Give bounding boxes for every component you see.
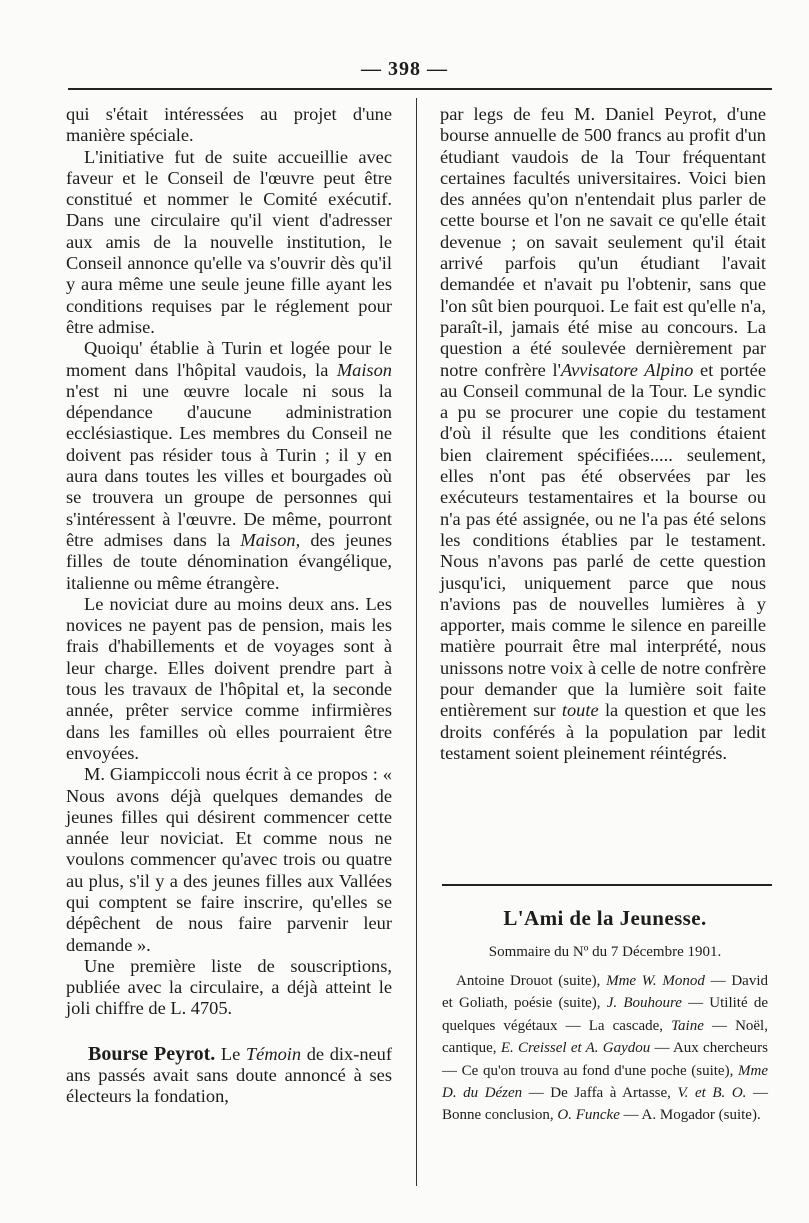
italic-term: Avvisatore Alpino [560, 359, 694, 380]
author: E. Creissel et A. Gaydou [500, 1040, 651, 1057]
italic-term: Témoin [245, 1043, 302, 1064]
text-run: — Aux chercheurs — Ce qu'on trouva au fond d'une poche (suite), [442, 1040, 769, 1079]
paragraph: Une première liste de souscriptions, publiée avec la circulaire, a déjà atteint le joli chiffre de L. 4705. [66, 955, 392, 1019]
text-run: — Noël, cantique, [442, 1017, 768, 1057]
column-divider [416, 98, 417, 1186]
ami-title: L'Ami de la Jeunesse. [503, 906, 707, 930]
author: J. Bouhoure [606, 995, 682, 1012]
text-run: la question et que les droits conférés à la population par ledit testament soient pleinement réintégrés. [440, 700, 766, 763]
text-run: n'est ni une œuvre locale ni sous la dépendance d'aucune administration ecclésiastique. Les membres du Conseil ne doivent pas résider tous à Turin ; il y en aura dans toutes les villes et bourgades où se trouvera un groupe de personnes qui s'intéressent à l'œuvre. De même, pourront être admises dans la [66, 380, 392, 550]
text-run: — A. Mogador (suite). [619, 1107, 761, 1124]
text-run: des jeunes filles de toute dénomination évangélique, italienne ou même étrangère. [66, 529, 392, 593]
italic-term: Maison, [240, 529, 301, 550]
text-run: de dix-neuf ans passés avait sans doute annoncé à ses électeurs la fondation, [66, 1043, 392, 1107]
paragraph [440, 104, 766, 764]
paragraph [66, 338, 392, 594]
ami-summary [442, 970, 768, 1127]
author: V. et B. O. [677, 1085, 747, 1102]
left-column [66, 104, 392, 1108]
header-rule [68, 88, 772, 90]
right-column [440, 104, 766, 764]
paragraph: L'initiative fut de suite accueillie avec faveur et le Conseil de l'œuvre peut être constitué et nommer le Comité exécutif. Dans une circulaire qu'il vient d'adresser aux amis de la nouvelle institution, le Conseil annonce qu'elle va s'ouvrir dès qu'il y aura même une seule jeune fille ayant les conditions requises par le réglement pour être admise. [66, 146, 392, 337]
author: Mme D. du Dézen [442, 1062, 768, 1102]
section-title: Bourse Peyrot. [88, 1042, 216, 1065]
author: Taine [671, 1017, 704, 1034]
section-separator [442, 884, 772, 886]
text-run: Antoine Drouot (suite), [456, 973, 607, 989]
text-run: — De Jaffa à Artasse, [522, 1085, 678, 1102]
italic-term: toute [561, 700, 599, 721]
bourse-peyrot-paragraph [66, 1044, 392, 1108]
text-run: Quoiqu' établie à Turin et logée pour le moment dans l'hôpital vaudois, la [66, 338, 392, 380]
paragraph: Le noviciat dure au moins deux ans. Les novices ne payent pas de pension, mais les frais d'habillements et de voyages sont à leur charge. Elles doivent prendre part à tous les travaux de l'hôpital et, la seconde année, prêter service comme infirmières dans les familles où elles pourraient être envoyées. [66, 593, 392, 763]
ami-subtitle: Sommaire du Nº du 7 Décembre 1901. [488, 944, 722, 960]
text-run: — Utilité de quelques végétaux — La cascade, [442, 995, 768, 1034]
text-run: Le [215, 1043, 246, 1064]
italic-term: Maison [336, 359, 392, 380]
text-run: — David et Goliath, poésie (suite), [442, 973, 768, 1012]
author: O. Funcke [557, 1107, 620, 1124]
paragraph: M. Giampiccoli nous écrit à ce propos : « Nous avons déjà quelques demandes de jeunes filles qui désirent commencer cette année leur noviciat. Et comme nous ne voulons commencer qu'avec trois ou quatre au plus, s'il y a des jeunes filles aux Vallées qui comptent se faire inscrire, qu'elles se dépêchent de nous faire parvenir leur demande ». [66, 764, 392, 955]
text-run: et portée au Conseil communal de la Tour. Le syndic a pu se procurer une copie du testament d'où il résulte que les conditions étaient bien clairement spécifiées..... seulement, elles n'ont pas été observées par les exécuteurs testamentaires et la bourse ou n'a pas été assignée, ou ne l'a pas été selons les conditions établies par le testament. Nous n'avons pas parlé de cette question jusqu'ici, uniquement parce que nous n'avions pas de nouvelles lumières à y apporter, mais comme le silence en pareille matière pourrait être mal interprété, nous unissons notre voix à celle de notre confrère pour demander que la lumière soit faite entièrement sur [440, 359, 766, 721]
text-run: par legs de feu M. Daniel Peyrot, d'une bourse annuelle de 500 francs au profit d'un étudiant vaudois de la Tour fréquentant certaines facultés universitaires. Voici bien des années qu'on n'entendait plus parler de cette bourse et l'on ne savait ce qu'elle était devenue ; on savait seulement qu'il était arrivé parfois qu'un étudiant l'avait demandée et n'avait pu l'obtenir, sans que l'on sût bien pourquoi. Le fait est qu'elle n'a, paraît-il, jamais été mise au concours. La question a été soulevée dernièrement par notre confrère l' [440, 104, 766, 380]
paragraph: qui s'était intéressées au projet d'une manière spéciale. [66, 104, 392, 146]
author: Mme W. Monod [606, 973, 705, 989]
text-run: — Bonne conclusion, [442, 1085, 768, 1124]
page-number: — 398 — [361, 58, 448, 80]
